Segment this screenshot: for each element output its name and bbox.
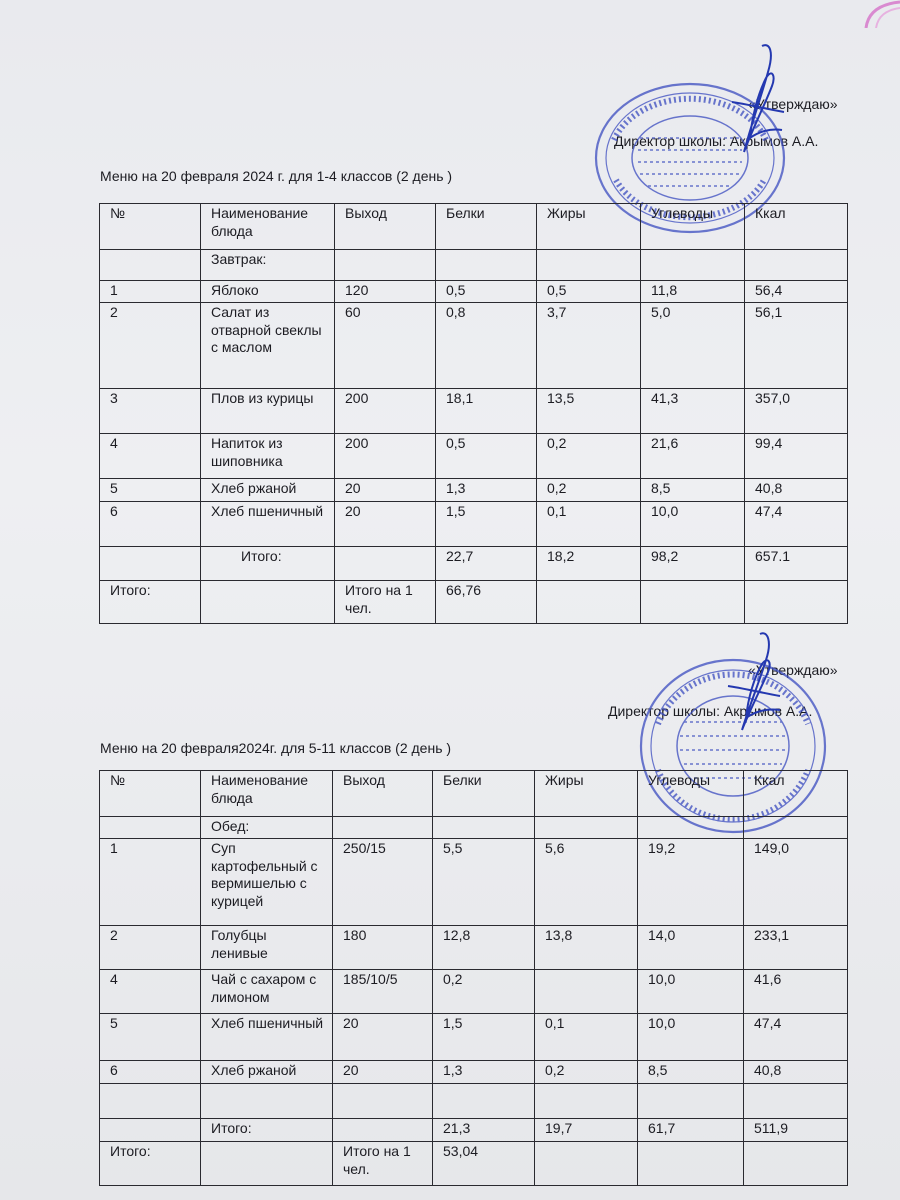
table-row — [100, 839, 848, 926]
per-person-value: 53,04 — [433, 1142, 535, 1186]
cell-fat: 0,1 — [535, 1014, 638, 1061]
cell-kcal: 41,6 — [744, 970, 848, 1014]
col-header-number: № — [100, 204, 201, 250]
cell-kcal: 40,8 — [744, 1061, 848, 1084]
total-label: Итого: — [100, 1142, 201, 1186]
cell-protein: 18,1 — [436, 389, 537, 434]
cell-dish: Салат из отварной свеклы с маслом — [201, 303, 335, 389]
per-person-label: Итого на 1 чел. — [333, 1142, 433, 1186]
cell-number: 2 — [100, 926, 201, 970]
cell-protein: 5,5 — [433, 839, 535, 926]
subtotal-protein: 22,7 — [436, 547, 537, 581]
cell-dish: Чай с сахаром с лимоном — [201, 970, 333, 1014]
cell-protein: 0,5 — [436, 281, 537, 303]
cell-kcal: 56,4 — [745, 281, 848, 303]
cell-carbs: 10,0 — [641, 502, 745, 547]
subtotal-row — [100, 1119, 848, 1142]
cell-fat: 5,6 — [535, 839, 638, 926]
subtotal-kcal: 657.1 — [745, 547, 848, 581]
cell-yield: 200 — [335, 389, 436, 434]
cell-fat: 13,8 — [535, 926, 638, 970]
director-line-1: Директор школы: Акрымов А.А. — [614, 133, 819, 149]
table-row — [100, 281, 848, 303]
col-header-fat: Жиры — [537, 204, 641, 250]
cell-kcal: 357,0 — [745, 389, 848, 434]
signature-2 — [718, 630, 788, 740]
cell-number: 2 — [100, 303, 201, 389]
col-header-fat: Жиры — [535, 771, 638, 817]
cell-number: 4 — [100, 970, 201, 1014]
cell-protein: 0,5 — [436, 434, 537, 479]
subtotal-protein: 21,3 — [433, 1119, 535, 1142]
signature-1 — [722, 42, 792, 162]
corner-mark — [862, 0, 900, 28]
cell-kcal: 56,1 — [745, 303, 848, 389]
cell-yield: 20 — [335, 502, 436, 547]
col-header-dish: Наименование блюда — [201, 204, 335, 250]
cell-fat — [535, 970, 638, 1014]
cell-fat: 0,2 — [537, 434, 641, 479]
cell-carbs: 5,0 — [641, 303, 745, 389]
cell-number: 6 — [100, 502, 201, 547]
cell-dish: Хлеб пшеничный — [201, 502, 335, 547]
cell-dish: Голубцы ленивые — [201, 926, 333, 970]
cell-kcal: 47,4 — [745, 502, 848, 547]
cell-dish: Напиток из шиповника — [201, 434, 335, 479]
cell-fat: 3,7 — [537, 303, 641, 389]
subtotal-kcal: 511,9 — [744, 1119, 848, 1142]
cell-number: 1 — [100, 839, 201, 926]
per-person-label: Итого на 1 чел. — [335, 581, 436, 624]
table-row — [100, 926, 848, 970]
meal-row — [100, 250, 848, 281]
cell-carbs: 41,3 — [641, 389, 745, 434]
cell-dish: Суп картофельный с вермишелью с курицей — [201, 839, 333, 926]
table-row — [100, 1061, 848, 1084]
cell-carbs: 14,0 — [638, 926, 744, 970]
cell-fat: 0,5 — [537, 281, 641, 303]
col-header-kcal: Ккал — [745, 204, 848, 250]
col-header-carbs: Углеводы — [641, 204, 745, 250]
cell-yield: 60 — [335, 303, 436, 389]
cell-dish: Плов из курицы — [201, 389, 335, 434]
meal-label: Обед: — [201, 817, 333, 839]
meal-row — [100, 817, 848, 839]
cell-fat: 13,5 — [537, 389, 641, 434]
menu-table-1 — [99, 203, 848, 624]
cell-fat: 0,1 — [537, 502, 641, 547]
cell-protein: 0,2 — [433, 970, 535, 1014]
cell-carbs: 11,8 — [641, 281, 745, 303]
table-row — [100, 502, 848, 547]
col-header-dish: Наименование блюда — [201, 771, 333, 817]
cell-carbs: 10,0 — [638, 1014, 744, 1061]
cell-dish: Хлеб пшеничный — [201, 1014, 333, 1061]
col-header-yield: Выход — [333, 771, 433, 817]
menu-title-2: Меню на 20 февраля2024г. для 5-11 классов (2 день ) — [100, 740, 452, 756]
approval-label-2: «Утверждаю» — [748, 662, 838, 678]
cell-carbs: 19,2 — [638, 839, 744, 926]
cell-protein: 1,3 — [433, 1061, 535, 1084]
subtotal-label: Итого: — [201, 547, 335, 581]
col-header-protein: Белки — [436, 204, 537, 250]
cell-yield: 250/15 — [333, 839, 433, 926]
menu-title-1: Меню на 20 февраля 2024 г. для 1-4 классов (2 день ) — [100, 168, 453, 184]
subtotal-row — [100, 547, 848, 581]
cell-dish: Хлеб ржаной — [201, 479, 335, 502]
subtotal-carbs: 61,7 — [638, 1119, 744, 1142]
col-header-carbs: Углеводы — [638, 771, 744, 817]
table-row — [100, 303, 848, 389]
cell-protein: 0,8 — [436, 303, 537, 389]
cell-yield: 20 — [333, 1014, 433, 1061]
per-person-value: 66,76 — [436, 581, 537, 624]
table-row — [100, 1014, 848, 1061]
cell-protein: 1,3 — [436, 479, 537, 502]
cell-yield: 180 — [333, 926, 433, 970]
table-row — [100, 434, 848, 479]
approval-label-1: «Утверждаю» — [748, 96, 838, 112]
col-header-number: № — [100, 771, 201, 817]
cell-number: 5 — [100, 1014, 201, 1061]
header-row — [100, 771, 848, 817]
header-row — [100, 204, 848, 250]
cell-kcal: 233,1 — [744, 926, 848, 970]
cell-number: 6 — [100, 1061, 201, 1084]
cell-protein: 1,5 — [433, 1014, 535, 1061]
table-row — [100, 479, 848, 502]
table-row — [100, 970, 848, 1014]
cell-carbs: 8,5 — [641, 479, 745, 502]
meal-label: Завтрак: — [201, 250, 335, 281]
cell-kcal: 149,0 — [744, 839, 848, 926]
subtotal-carbs: 98,2 — [641, 547, 745, 581]
subtotal-fat: 19,7 — [535, 1119, 638, 1142]
subtotal-label: Итого: — [201, 1119, 333, 1142]
cell-fat: 0,2 — [537, 479, 641, 502]
cell-yield: 120 — [335, 281, 436, 303]
cell-number: 1 — [100, 281, 201, 303]
col-header-yield: Выход — [335, 204, 436, 250]
total-row — [100, 581, 848, 624]
total-label: Итого: — [100, 581, 201, 624]
cell-fat: 0,2 — [535, 1061, 638, 1084]
cell-protein: 12,8 — [433, 926, 535, 970]
total-row — [100, 1142, 848, 1186]
col-header-kcal: Ккал — [744, 771, 848, 817]
cell-dish: Хлеб ржаной — [201, 1061, 333, 1084]
cell-dish: Яблоко — [201, 281, 335, 303]
cell-yield: 185/10/5 — [333, 970, 433, 1014]
cell-carbs: 21,6 — [641, 434, 745, 479]
cell-yield: 20 — [335, 479, 436, 502]
cell-carbs: 10,0 — [638, 970, 744, 1014]
empty-row — [100, 1084, 848, 1119]
menu-table-2 — [99, 770, 848, 1186]
table-row — [100, 389, 848, 434]
cell-number: 5 — [100, 479, 201, 502]
cell-yield: 200 — [335, 434, 436, 479]
cell-protein: 1,5 — [436, 502, 537, 547]
subtotal-fat: 18,2 — [537, 547, 641, 581]
cell-number: 3 — [100, 389, 201, 434]
cell-yield: 20 — [333, 1061, 433, 1084]
cell-kcal: 47,4 — [744, 1014, 848, 1061]
cell-kcal: 40,8 — [745, 479, 848, 502]
cell-carbs: 8,5 — [638, 1061, 744, 1084]
col-header-protein: Белки — [433, 771, 535, 817]
cell-number: 4 — [100, 434, 201, 479]
director-line-2: Директор школы: Акрымов А.А. — [608, 703, 813, 719]
cell-kcal: 99,4 — [745, 434, 848, 479]
